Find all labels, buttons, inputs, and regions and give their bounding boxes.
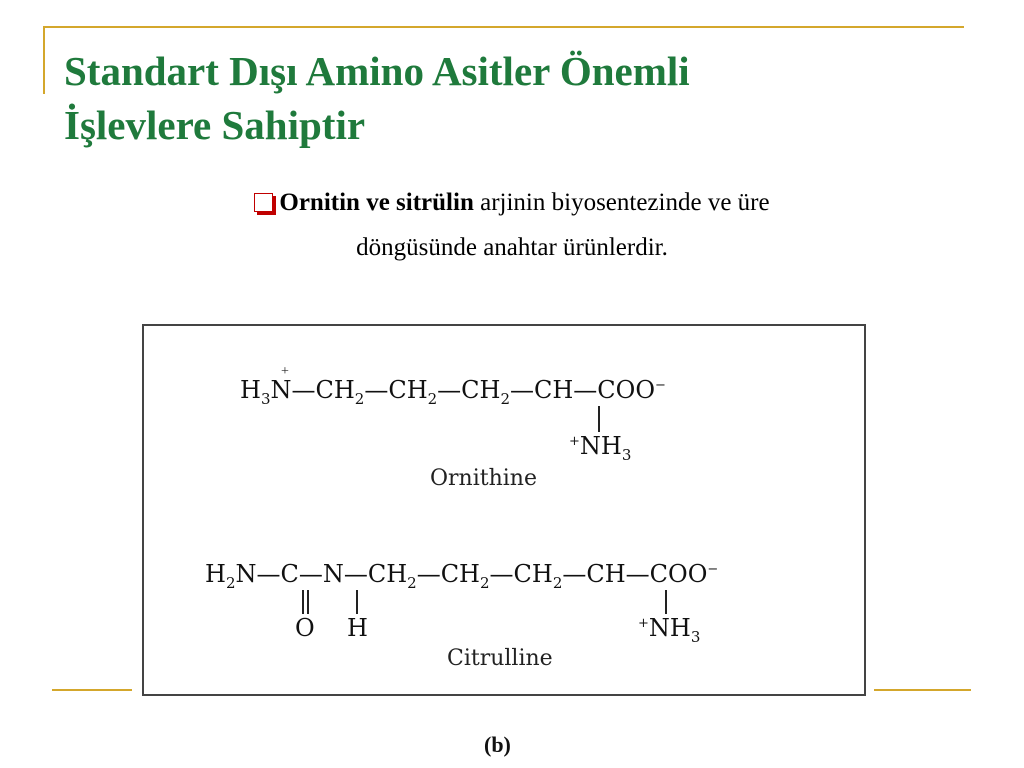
title-line-1: Standart Dışı Amino Asitler Önemli	[64, 48, 690, 94]
citrulline-amino-group: $^+NH_3$	[638, 614, 701, 646]
ornithine-label: Ornithine	[430, 466, 537, 491]
bottom-accent-line-left	[52, 689, 132, 691]
ornithine-n-charge: +	[281, 364, 289, 379]
carbonyl-oxygen: O	[295, 614, 315, 642]
title-line-2: İşlevlere Sahiptir	[64, 102, 366, 148]
citrulline-label: Citrulline	[447, 646, 553, 671]
ornithine-formula: $H_3N—CH_2—CH_2—CH_2—CH—COO^-$	[240, 376, 666, 408]
carbonyl-bond-2	[307, 590, 309, 614]
amide-hydrogen: H	[347, 614, 368, 642]
structure-figure-box	[142, 324, 866, 696]
left-accent-line	[43, 26, 45, 94]
bullet-line-2: döngüsünde anahtar ürünlerdir.	[356, 234, 668, 261]
top-accent-line	[43, 26, 964, 28]
carbonyl-bond-1	[302, 590, 304, 614]
citrulline-alpha-bond	[665, 590, 667, 614]
bullet-bold-text: Ornitin ve sitrülin	[279, 189, 474, 216]
bottom-accent-line-right	[874, 689, 971, 691]
checkbox-bullet-icon	[254, 193, 273, 212]
slide-title	[64, 44, 964, 152]
bullet-line-1	[0, 187, 1024, 219]
figure-caption: (b)	[484, 732, 511, 757]
ornithine-alpha-bond	[598, 406, 600, 432]
ornithine-amino-group: $^+NH_3$	[569, 432, 632, 464]
bullet-text-1: arjinin biyosentezinde ve üre	[473, 189, 770, 216]
amide-nh-bond	[356, 590, 358, 614]
citrulline-formula: $H_2N—C—N—CH_2—CH_2—CH_2—CH—COO^-$	[205, 560, 719, 592]
